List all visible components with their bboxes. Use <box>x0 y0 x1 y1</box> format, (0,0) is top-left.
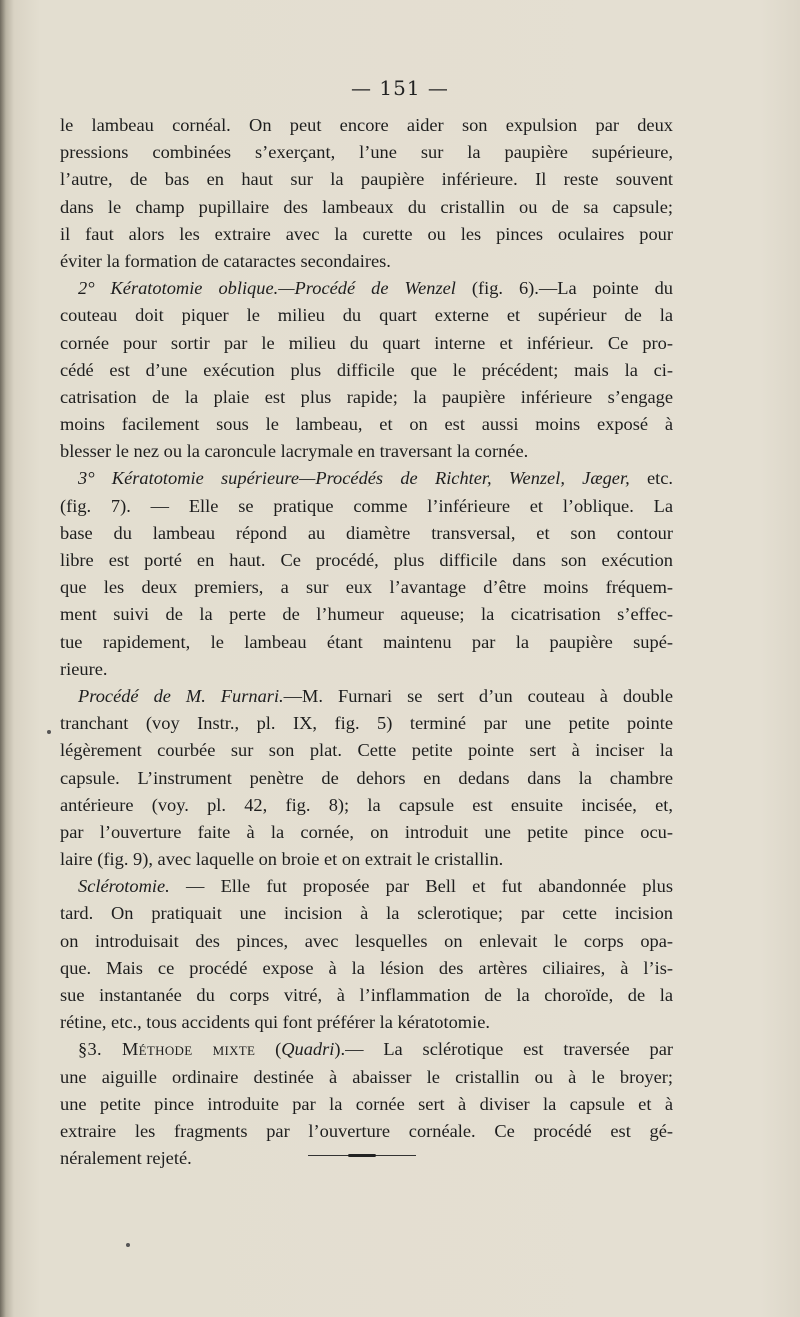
text-line: par l’ouverture faite à la cornée, on introduit une petite pince ocu- <box>60 821 673 842</box>
heading-line-rest: ).— La sclérotique est traversée par <box>334 1039 674 1060</box>
body-text <box>60 112 673 1172</box>
text-line: laire (fig. 9), avec laquelle on broie et on extrait le cristallin. <box>60 849 504 870</box>
text-line: ment suivi de la perte de l’humeur aqueuse; la cicatrisation s’effec- <box>60 604 673 625</box>
text-line: tranchant (voy Instr., pl. IX, fig. 5) terminé par une petite pointe <box>60 713 673 734</box>
section-heading-line <box>60 465 673 492</box>
section-heading-line <box>60 1036 673 1063</box>
text-line: blesser le nez ou la caroncule lacrymale en traversant la cornée. <box>60 441 529 462</box>
section-heading-line <box>60 873 673 900</box>
text-line: dans le champ pupillaire des lambeaux du cristallin ou de sa capsule; <box>60 196 673 217</box>
text-line: éviter la formation de cataractes secondaires. <box>60 250 391 271</box>
heading-line-rest: etc. <box>629 468 673 489</box>
section-heading: Procédé de M. Furnari. <box>78 685 284 706</box>
text-line: rieure. <box>60 658 108 679</box>
text-line: tue rapidement, le lambeau étant maintenu par la paupière supé- <box>60 631 673 652</box>
section-heading: §3. Méthode mixte <box>78 1039 256 1060</box>
ornament-flourish <box>348 1154 376 1157</box>
text-line: rétine, etc., tous accidents qui font préférer la kératotomie. <box>60 1012 490 1033</box>
ink-speck <box>47 730 51 734</box>
text-line: une aiguille ordinaire destinée à abaisser le cristallin ou à le broyer; <box>60 1066 673 1087</box>
heading-line-rest: —M. Furnari se sert d’un couteau à double <box>283 685 673 706</box>
ink-speck <box>126 1243 130 1247</box>
text-line: le lambeau cornéal. On peut encore aider son expulsion par deux <box>60 115 673 135</box>
text-line: base du lambeau répond au diamètre transversal, et son contour <box>60 522 673 543</box>
text-line: extraire les fragments par l’ouverture cornéale. Ce procédé est gé- <box>60 1120 673 1141</box>
text-line: on introduisait des pinces, avec lesquelles on enlevait le corps opa- <box>60 930 673 951</box>
text-line: pressions combinées s’exerçant, l’une sur la paupière supérieure, <box>60 142 673 163</box>
author-name: Quadri <box>281 1039 335 1060</box>
text-line: capsule. L’instrument penètre de dehors en dedans dans la chambre <box>60 767 673 788</box>
text-line: tard. On pratiquait une incision à la sclerotique; par cette incision <box>60 903 673 924</box>
heading-line-rest: — Elle fut proposée par Bell et fut abandonnée plus <box>169 876 673 897</box>
text-line: l’autre, de bas en haut sur la paupière inférieure. Il reste souvent <box>60 169 673 190</box>
page-number: — 151 — <box>351 76 449 100</box>
text-line: catrisation de la plaie est plus rapide; la paupière inférieure s’engage <box>60 386 673 407</box>
heading-line-rest: ( <box>255 1039 282 1060</box>
text-line: légèrement courbée sur son plat. Cette petite pointe sert à inciser la <box>60 740 673 761</box>
heading-line-rest: (fig. 6).—La pointe du <box>455 278 673 299</box>
text-line: que les deux premiers, a sur eux l’avantage d’être moins fréquem- <box>60 577 673 598</box>
end-ornament <box>308 1154 416 1158</box>
text-line: moins facilement sous le lambeau, et on est aussi moins exposé à <box>60 414 673 435</box>
section-heading: Sclérotomie. <box>78 876 170 897</box>
section-heading-line <box>60 683 673 710</box>
text-line: cédé est d’une exécution plus difficile que le précédent; mais la ci- <box>60 359 673 380</box>
text-line: antérieure (voy. pl. 42, fig. 8); la capsule est ensuite incisée, et, <box>60 794 673 815</box>
section-heading-line <box>60 275 673 302</box>
text-line: cornée pour sortir par le milieu du quart interne et inférieur. Ce pro- <box>60 332 673 353</box>
text-line: il faut alors les extraire avec la curette ou les pinces oculaires pour <box>60 223 673 244</box>
section-heading: 3° Kératotomie supérieure—Procédés de Richter, Wenzel, Jæger, <box>78 468 630 489</box>
text-line: une petite pince introduite par la cornée sert à diviser la capsule et à <box>60 1093 673 1114</box>
text-line: libre est porté en haut. Ce procédé, plus difficile dans son exécution <box>60 550 673 570</box>
text-line: couteau doit piquer le milieu du quart externe et supérieur de la <box>60 305 673 326</box>
text-line: néralement rejeté. <box>60 1148 192 1169</box>
text-line: sue instantanée du corps vitré, à l’inflammation de la choroïde, de la <box>60 985 673 1005</box>
text-line: que. Mais ce procédé expose à la lésion des artères ciliaires, à l’is- <box>60 957 673 978</box>
text-line: (fig. 7). — Elle se pratique comme l’inférieure et l’oblique. La <box>60 495 673 516</box>
section-heading: 2° Kératotomie oblique.—Procédé de Wenzel <box>78 278 456 299</box>
